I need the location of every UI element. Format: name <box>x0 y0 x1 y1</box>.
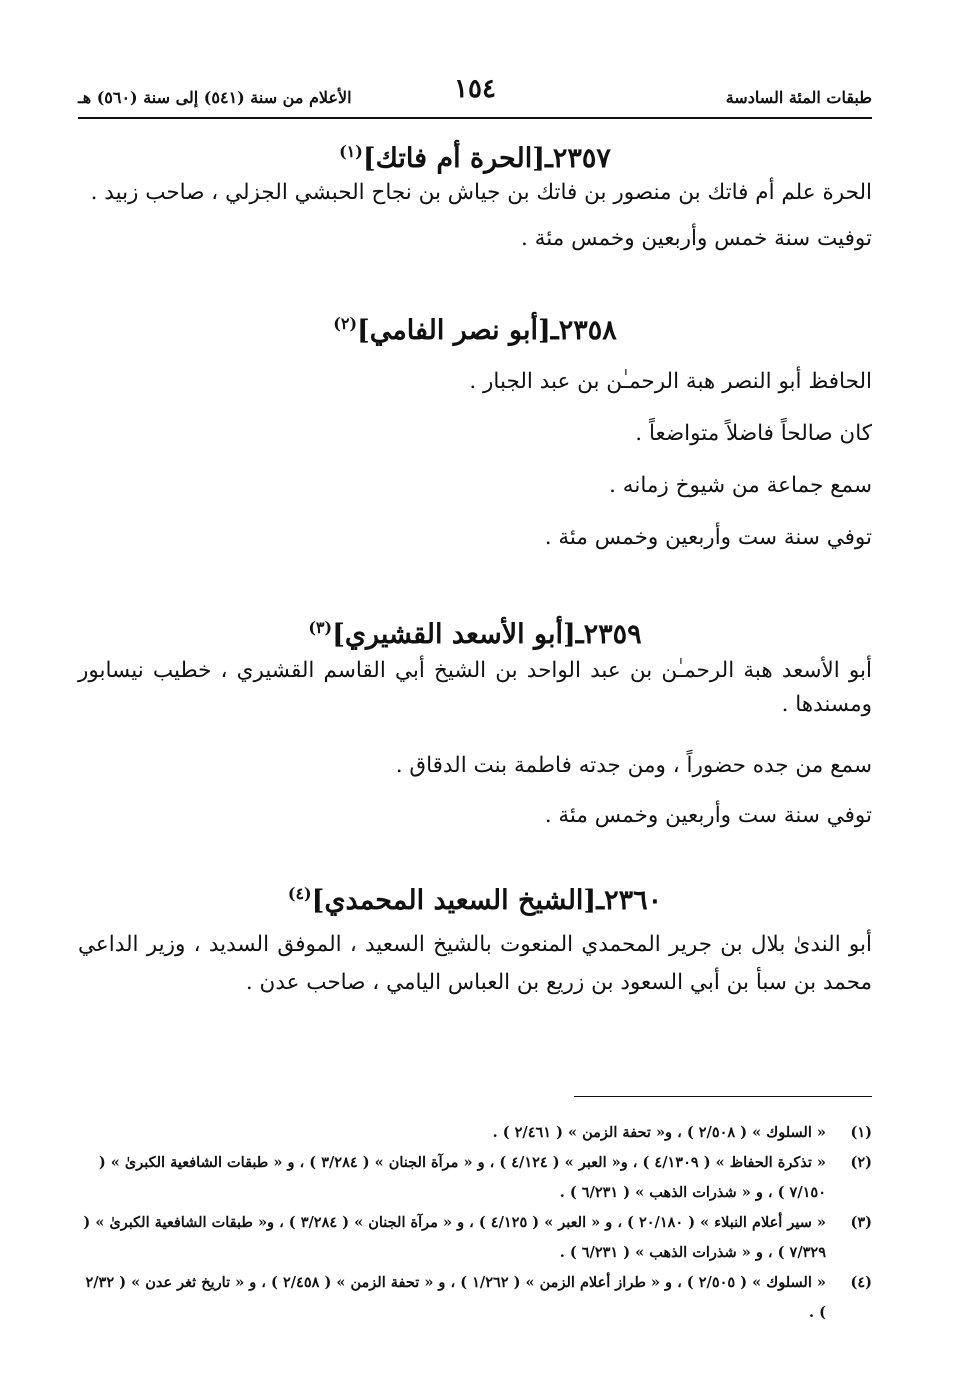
entry-paragraph: أبو الندىٰ بلال بن جرير المحمدي المنعوت بالشيخ السعيد ، الموفق السديد ، وزير الداعي محمد بن سبأ بن أبي السعود بن زريع بن العباس اليامي ، صاحب عدن . <box>78 932 872 995</box>
header-rule <box>78 117 872 119</box>
entry-paragraph: توفي سنة ست وأربعين وخمس مئة . <box>544 525 872 550</box>
footnote-item <box>78 1268 872 1328</box>
entry-title: ٢٣٦٠ـ[الشيخ السعيد المحمدي]$^{(٤)}$ <box>287 884 663 916</box>
entry-name: [الشيخ السعيد المحمدي] <box>311 885 597 916</box>
footnote-ref[interactable]: (٤) <box>287 884 312 903</box>
footnote-text: « تذكرة الحفاظ » ( ٤/١٣٠٩ ) ، و« العبر » ( ٤/١٢٤ ) ، و « مرآة الجنان » ( ٣/٢٨٤ ) ، و « طبقات الشافعية الكبرىٰ » ( ٧/١٥٠ ) ، و « شذرات الذهب » ( ٦/٢٣١ ) . <box>98 1154 826 1201</box>
main-content <box>78 128 872 1002</box>
running-header <box>78 74 872 114</box>
entry-number: ٢٣٦٠ <box>604 885 663 916</box>
entry-number: ٢٣٥٧ <box>552 143 611 174</box>
footnote-number: (١) <box>850 1124 872 1141</box>
entry-paragraph: سمع من جده حضوراً ، ومن جدته فاطمة بنت الدقاق . <box>395 753 872 778</box>
entry-name: [أبو نصر الفامي] <box>357 315 551 346</box>
entry-number: ٢٣٥٩ <box>583 619 642 650</box>
entry-paragraph: توفي سنة ست وأربعين وخمس مئة . <box>544 803 872 828</box>
entry-paragraph: كان صالحاً فاضلاً متواضعاً . <box>635 421 872 446</box>
entry-title: ٢٣٥٧ـ[الحرة أم فاتك]$^{(١)}$ <box>339 142 611 174</box>
entry-paragraph: الحافظ أبو النصر هبة الرحمـٰن بن عبد الجبار . <box>469 369 872 394</box>
entry <box>78 870 872 1002</box>
running-header-section: طبقات المئة السادسة <box>725 87 872 107</box>
footnote-number: (٣) <box>850 1214 872 1231</box>
entry-number: ٢٣٥٨ <box>558 315 617 346</box>
running-header-range: الأعلام من سنة (٥٤١) إلى سنة (٥٦٠) هـ <box>78 87 352 107</box>
footnote-text: « السلوك » ( ٢/٥٠٨ ) ، و« تحفة الزمن » ( ٢/٤٦١ ) . <box>492 1124 826 1141</box>
footnote-ref[interactable]: (١) <box>339 142 363 161</box>
footnote-text: « سير أعلام النبلاء » ( ٢٠/١٨٠ ) ، و « العبر » ( ٤/١٢٥ ) ، و « مرآة الجنان » ( ٣/٢٨٤ ) ، و« طبقات الشافعية الكبرىٰ » ( ٧/٣٢٩ ) ، و « شذرات الذهب » ( ٦/٢٣١ ) . <box>83 1214 826 1261</box>
entry-title: ٢٣٥٨ـ[أبو نصر الفامي]$^{(٢)}$ <box>333 314 617 346</box>
entry-paragraph: الحرة علم أم فاتك بن منصور بن فاتك بن جياش بن نجاح الحبشي الجزلي ، صاحب زبيد . <box>90 180 872 205</box>
entry-name: [الحرة أم فاتك] <box>362 143 545 174</box>
entry-paragraph: توفيت سنة خمس وأربعين وخمس مئة . <box>521 226 872 251</box>
entry <box>78 300 872 564</box>
footnote-item <box>78 1208 872 1268</box>
page-number: ١٥٤ <box>454 74 496 104</box>
entry <box>78 128 872 256</box>
entry <box>78 604 872 840</box>
footnote-ref[interactable]: (٣) <box>308 618 333 637</box>
entry-name: [أبو الأسعد القشيري] <box>332 619 576 650</box>
footnote-number: (٤) <box>850 1274 872 1291</box>
footnotes <box>78 1118 872 1328</box>
footnote-text: « السلوك » ( ٢/٥٠٥ ) ، و « طراز أعلام الزمن » ( ١/٢٦٢ ) ، و « تحفة الزمن » ( ٢/٤٥٨ ) ، و « تاريخ ثغر عدن » ( ٢/٣٢ ) . <box>85 1274 826 1321</box>
entry-title: ٢٣٥٩ـ[أبو الأسعد القشيري]$^{(٣)}$ <box>308 618 642 650</box>
footnote-rule <box>574 1096 872 1097</box>
entry-paragraph: أبو الأسعد هبة الرحمـٰن بن عبد الواحد بن الشيخ أبي القاسم القشيري ، خطيب نيسابور ومسندها . <box>78 658 872 717</box>
footnote-item <box>78 1148 872 1208</box>
footnote-item <box>78 1118 872 1148</box>
footnote-number: (٢) <box>850 1154 872 1171</box>
entry-paragraph: سمع جماعة من شيوخ زمانه . <box>609 473 872 498</box>
footnote-ref[interactable]: (٢) <box>333 314 358 333</box>
